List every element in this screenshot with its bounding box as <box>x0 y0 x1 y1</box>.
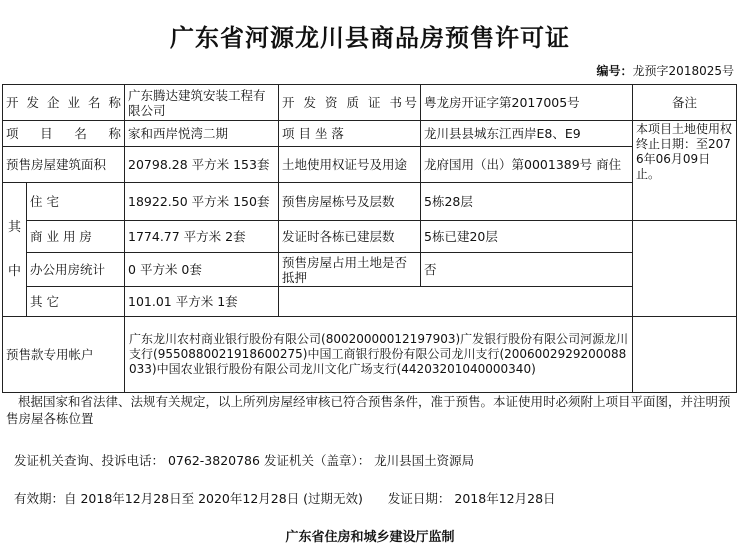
other-empty-cell <box>279 287 633 317</box>
permit-number-label: 编号： <box>596 64 633 78</box>
mortgage-value: 否 <box>421 253 633 287</box>
built-floors-label: 发证时各栋已建层数 <box>279 221 421 253</box>
table-row <box>3 287 737 317</box>
table-row <box>3 317 737 393</box>
issuer-line: 发证机关查询、投诉电话： 0762-3820786 发证机关（盖章）： 龙川县国土资源局 <box>14 453 475 468</box>
presale-area-label: 预售房屋建筑面积 <box>3 147 125 183</box>
presale-area-value: 20798.28 平方米 153套 <box>125 147 279 183</box>
residential-value: 18922.50 平方米 150套 <box>125 183 279 221</box>
permit-details-table <box>2 84 737 393</box>
validity-line: 有效期：自 2018年12月28日至 2020年12月28日 (过期无效) 发证日期： 2018年12月28日 <box>14 491 556 506</box>
approval-statement: 根据国家和省法律、法规有关规定，以上所列房屋经审核已符合预售条件，准于预售。本证使用时必须附上项目平面图，并注明预售房屋各栋位置 <box>6 394 731 426</box>
account-value: 广东龙川农村商业银行股份有限公司(80020000012197903)广发银行股份有限公司河源龙川支行(9550880021918600275)中国工商银行股份有限公司龙川支行(2006002929200088033)中国农业银行股份有限公司龙川文化广场支行(44203201040000340) <box>125 317 633 393</box>
developer-value: 广东腾达建筑安装工程有限公司 <box>125 85 279 121</box>
land-cert-value: 龙府国用（出）第0001389号 商住 <box>421 147 633 183</box>
table-row <box>3 253 737 287</box>
office-value: 0 平方米 0套 <box>125 253 279 287</box>
table-row <box>3 121 737 147</box>
among-char-1: 其 <box>7 219 21 235</box>
permit-number-value: 龙预字2018025号 <box>632 64 734 78</box>
remarks-empty-cell <box>633 221 737 317</box>
account-empty-cell <box>633 317 737 393</box>
building-info-label: 预售房屋栋号及层数 <box>279 183 421 221</box>
remarks-value: 本项目土地使用权终止日期：至2076年06月09日止。 <box>633 121 737 221</box>
office-label: 办公用房统计 <box>27 253 125 287</box>
permit-number <box>597 62 734 79</box>
built-floors-value: 5栋已建20层 <box>421 221 633 253</box>
among-char-2: 中 <box>7 263 21 279</box>
qualification-label: 开 发 资 质 证 书号 <box>279 85 421 121</box>
project-location-value: 龙川县县城东江西岸E8、E9 <box>421 121 633 147</box>
other-label: 其 它 <box>27 287 125 317</box>
project-name-value: 家和西岸悦湾二期 <box>125 121 279 147</box>
certificate-title: 广东省河源龙川县商品房预售许可证 <box>170 23 570 52</box>
building-info-value: 5栋28层 <box>421 183 633 221</box>
project-name-label: 项 目 名 称 <box>3 121 125 147</box>
other-value: 101.01 平方米 1套 <box>125 287 279 317</box>
residential-label: 住 宅 <box>27 183 125 221</box>
remarks-label: 备注 <box>633 85 737 121</box>
among-label <box>3 183 27 317</box>
commercial-value: 1774.77 平方米 2套 <box>125 221 279 253</box>
developer-label: 开发企业名称 <box>3 85 125 121</box>
commercial-label: 商 业 用 房 <box>27 221 125 253</box>
mortgage-label: 预售房屋占用土地是否抵押 <box>279 253 421 287</box>
land-cert-label: 土地使用权证号及用途 <box>279 147 421 183</box>
table-row <box>3 147 737 183</box>
supervisor-footer: 广东省住房和城乡建设厅监制 <box>285 530 455 545</box>
project-location-label: 项 目 坐 落 <box>279 121 421 147</box>
account-label: 预售款专用帐户 <box>3 317 125 393</box>
qualification-value: 粤龙房开证字第2017005号 <box>421 85 633 121</box>
table-row <box>3 183 737 221</box>
table-row <box>3 221 737 253</box>
table-row <box>3 85 737 121</box>
